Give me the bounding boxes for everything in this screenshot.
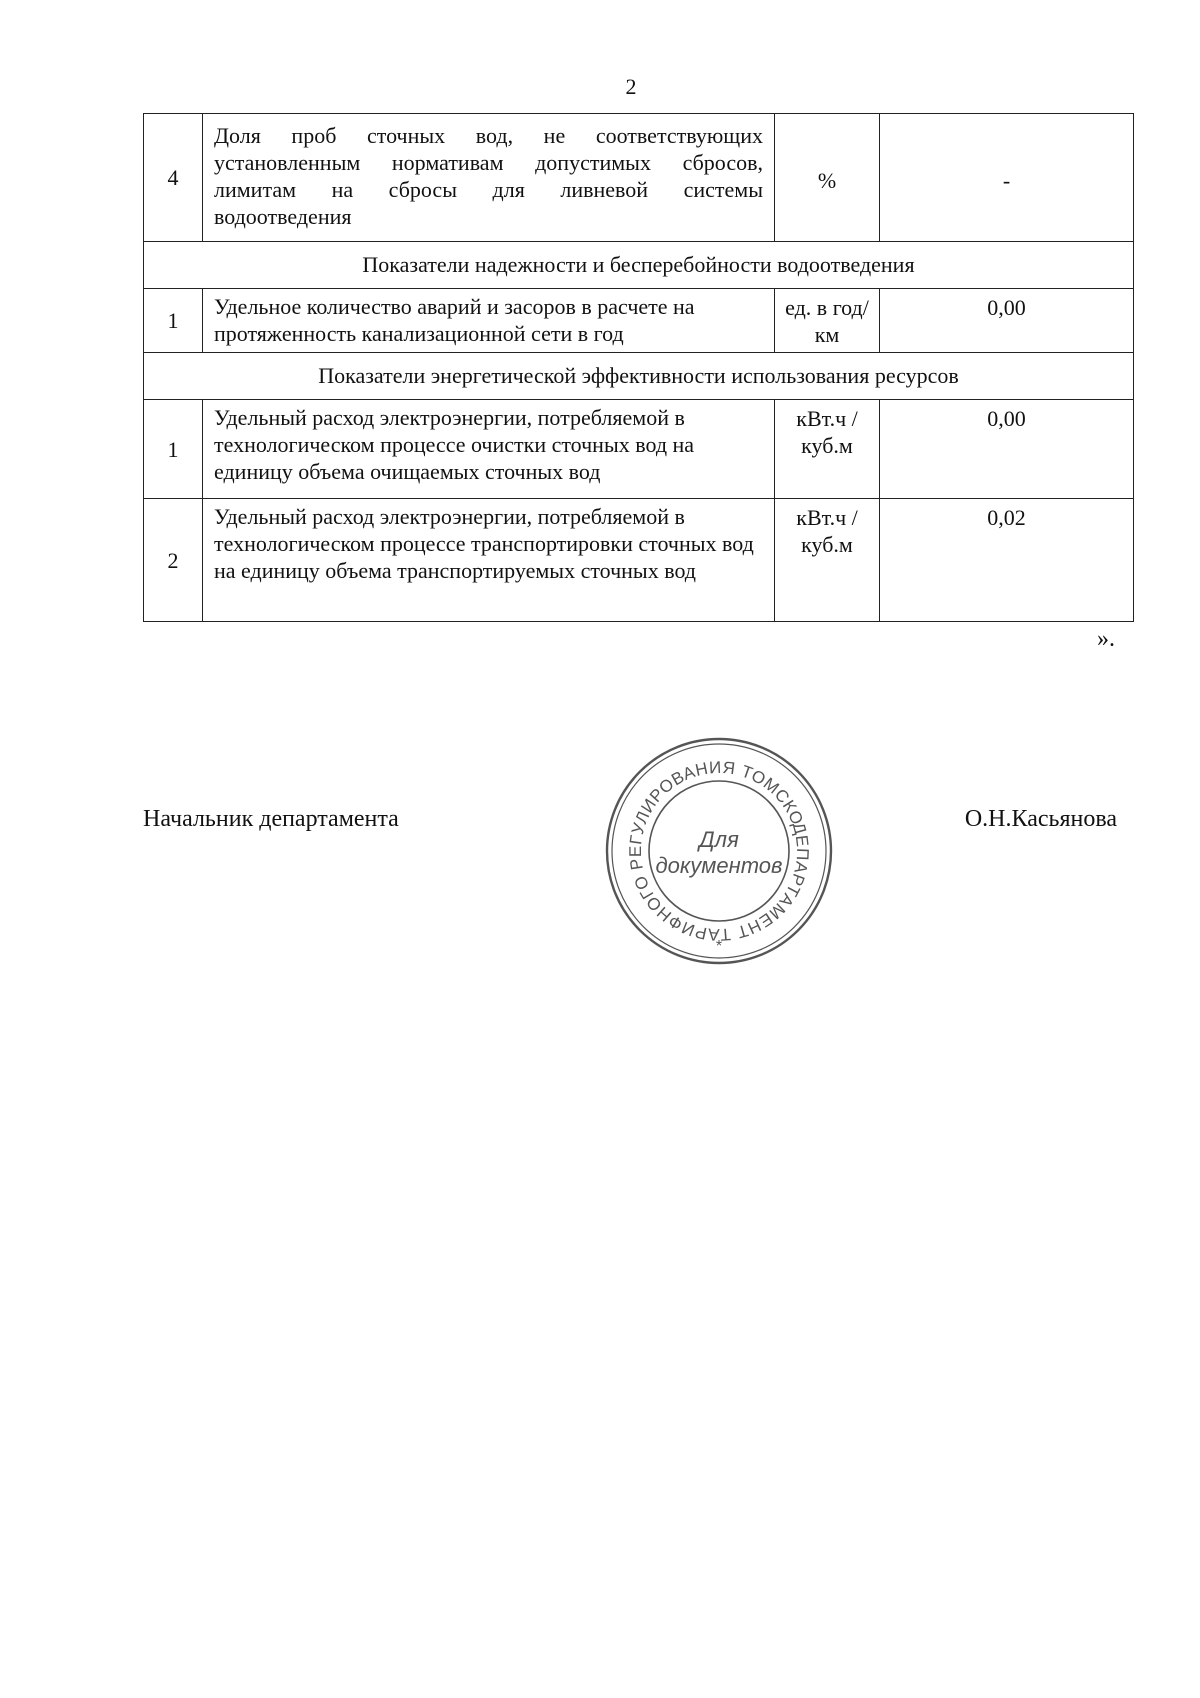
closing-quote: ». xyxy=(1097,626,1115,652)
section-row xyxy=(144,242,1134,289)
page-number: 2 xyxy=(625,74,637,99)
indicator-name-line: Доля проб сточных вод, не соответствующих xyxy=(214,123,763,148)
unit-cell: ед. в год/ км xyxy=(775,289,880,353)
row-number: 1 xyxy=(144,289,203,353)
signer-name: О.Н.Касьянова xyxy=(964,806,1117,832)
value-cell: 0,00 xyxy=(880,400,1134,499)
table-row xyxy=(144,400,1134,499)
section-title: Показатели надежности и бесперебойности водоотведения xyxy=(144,242,1134,289)
indicator-name-line: лимитам на сбросы для ливневой системы xyxy=(214,177,763,202)
indicator-name: Удельное количество аварий и засоров в расчете на протяженность канализационной сети в год xyxy=(203,289,775,353)
row-number: 4 xyxy=(144,114,203,242)
table-row xyxy=(144,289,1134,353)
indicator-name-line: установленным нормативам допустимых сбросов, xyxy=(214,150,763,175)
value-cell: - xyxy=(880,114,1134,242)
indicator-name-line: водоотведения xyxy=(214,204,352,229)
section-title: Показатели энергетической эффективности использования ресурсов xyxy=(144,353,1134,400)
stamp-center-line1: Для xyxy=(699,827,739,852)
indicator-name xyxy=(203,114,775,242)
unit-cell: кВт.ч / куб.м xyxy=(775,400,880,499)
stamp-star: * xyxy=(715,938,723,955)
stamp-center-line2: документов xyxy=(655,853,783,878)
section-row xyxy=(144,353,1134,400)
indicator-name: Удельный расход электроэнергии, потребляемой в технологическом процессе транспортировки сточных вод на единицу объема транспортируемых сточных вод xyxy=(203,499,775,622)
row-number: 2 xyxy=(144,499,203,622)
table-row xyxy=(144,499,1134,622)
table-row xyxy=(144,114,1134,242)
value-cell: 0,02 xyxy=(880,499,1134,622)
value-cell: 0,00 xyxy=(880,289,1134,353)
unit-cell: кВт.ч / куб.м xyxy=(775,499,880,622)
row-number: 1 xyxy=(144,400,203,499)
indicators-table xyxy=(143,113,1134,622)
stamp-ring-text: ДЕПАРТАМЕНТ ТАРИФНОГО РЕГУЛИРОВАНИЯ ТОМСКОЙ xyxy=(625,757,813,945)
signer-position: Начальник департамента xyxy=(143,806,399,832)
indicator-name: Удельный расход электроэнергии, потребляемой в технологическом процессе очистки сточных вод на единицу объема очищаемых сточных вод xyxy=(203,400,775,499)
unit-cell: % xyxy=(775,114,880,242)
official-stamp xyxy=(603,735,835,967)
